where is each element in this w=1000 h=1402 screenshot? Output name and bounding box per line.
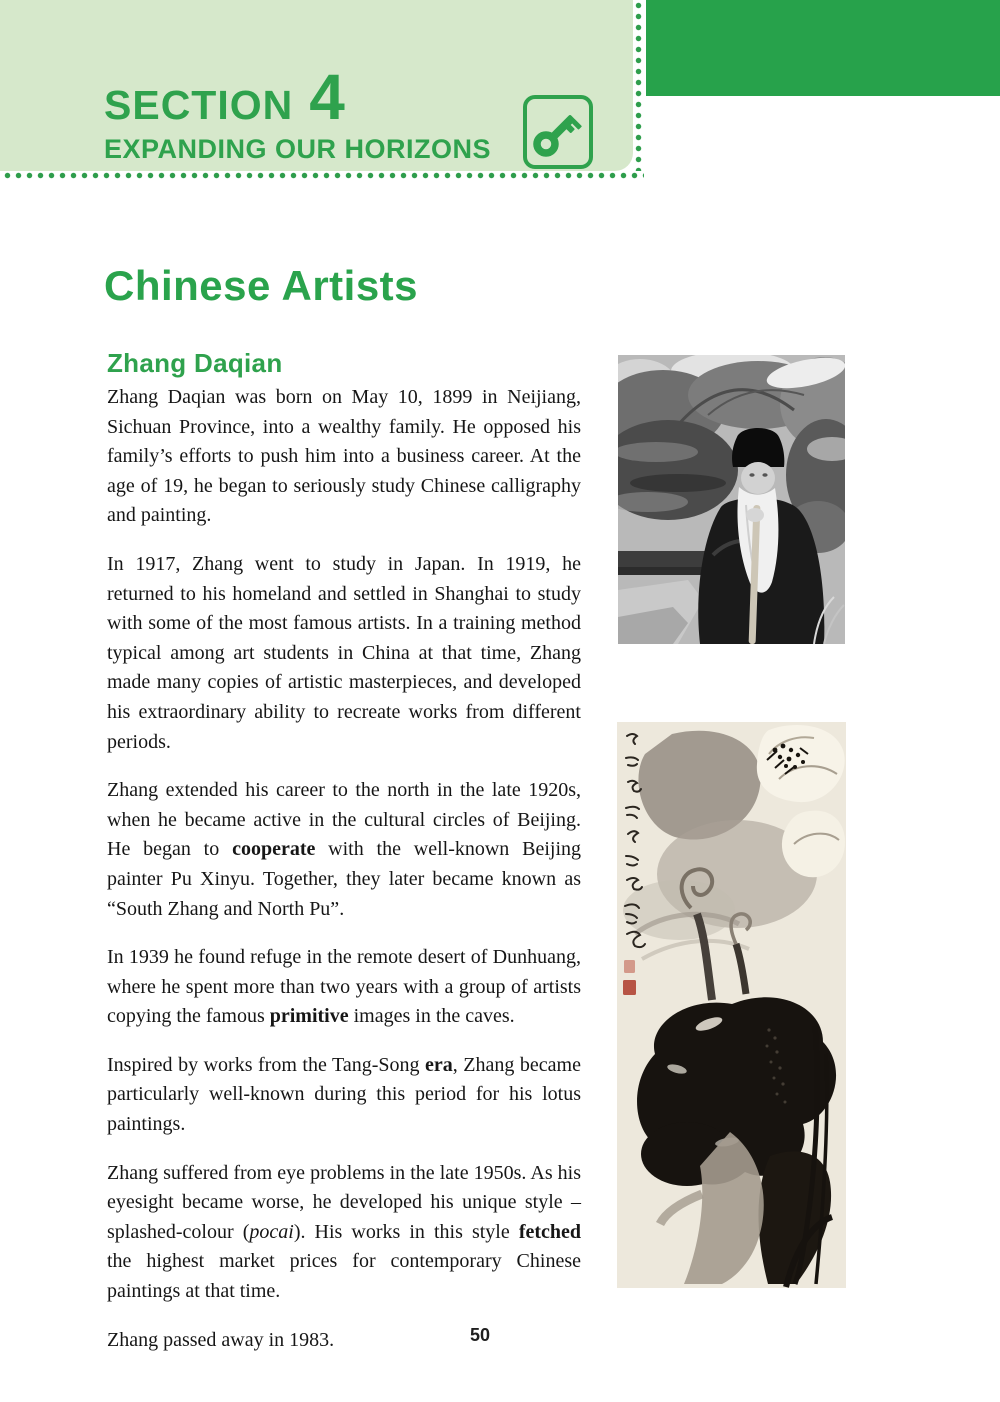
body-paragraph: In 1939 he found refuge in the remote desert of Dunhuang, where he spent more than two years with a group of artists copying the famous primitive images in the caves. (107, 946, 581, 1028)
body-paragraph: Inspired by works from the Tang-Song era, Zhang became particularly well-known during this period for his lotus paintings. (107, 1053, 581, 1136)
section-number: 4 (309, 61, 345, 133)
dotted-border-bottom (2, 171, 644, 180)
body-paragraph: Zhang passed away in 1983. (107, 1328, 335, 1351)
corner-green-block (646, 0, 1000, 96)
dotted-border-right (634, 0, 643, 171)
section-title (104, 60, 345, 134)
body-paragraph: In 1917, Zhang went to study in Japan. In 1919, he returned to his homeland and settled in Shanghai to study with some of the most famous artists. In a training method typical among art students in China at that time, Zhang made many copies of artistic masterpieces, and developed his extraordinary ability to recreate works from different periods. (107, 552, 581, 753)
body-paragraph: Zhang extended his career to the north in the late 1920s, when he became active in the cultural circles of Beijing. He began to cooperate with the well-known Beijing painter Pu Xinyu. Together, they later became known as “South Zhang and North Pu”. (107, 779, 581, 920)
body-paragraph: Zhang Daqian was born on May 10, 1899 in Neijiang, Sichuan Province, into a wealthy family. He opposed his family’s efforts to push him into a business career. At the age of 19, he began to seriously study Chinese calligraphy and painting. (107, 386, 581, 527)
zhang-daqian-photo (618, 355, 845, 644)
body-text-column (107, 383, 581, 1374)
body-paragraph: Zhang suffered from eye problems in the late 1950s. As his eyesight became worse, he developed his unique style – splashed-colour (pocai). His works in this style fetched the highest market prices for contemporary Chinese paintings at that time. (107, 1161, 582, 1303)
lotus-ink-painting (617, 722, 846, 1288)
page-number: 50 (469, 1325, 491, 1345)
section-subtitle: EXPANDING OUR HORIZONS (104, 134, 492, 164)
key-icon (523, 95, 593, 169)
artist-heading: Zhang Daqian (107, 348, 283, 378)
section-label: SECTION (104, 82, 294, 128)
page-title: Chinese Artists (104, 262, 419, 309)
